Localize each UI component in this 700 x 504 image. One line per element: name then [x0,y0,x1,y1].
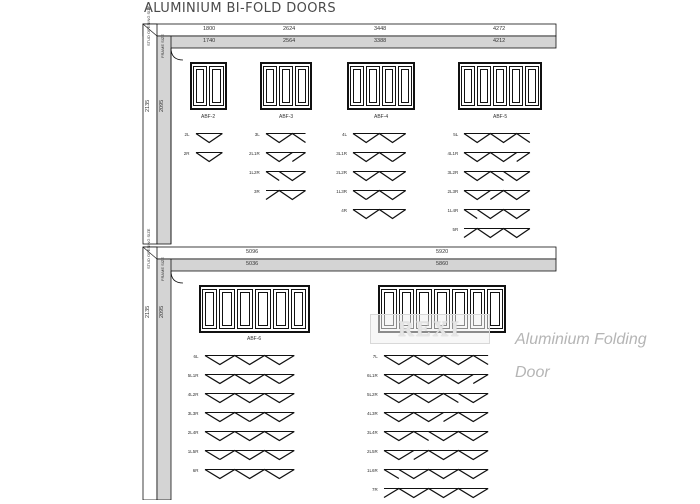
door-panel [509,66,523,106]
stud-height-2: 2135 [145,305,151,318]
fold-diagram [264,188,308,206]
fold-diagram [203,429,296,447]
watermark-line1: Aluminium Folding [515,331,647,348]
stud-width-abf3: 2624 [283,26,296,32]
door-frame-1-4 [458,62,542,110]
config-label: 3L2R [447,170,459,175]
door-glass [385,69,393,103]
config-label: 2L3R [447,189,459,194]
door-glass [512,69,520,103]
fold-diagram [203,391,296,409]
door-panel [366,66,380,106]
fold-diagram [462,207,532,225]
door-frame-1-1 [190,62,227,110]
door-model-label: ABF-3 [279,114,294,120]
config-label: 6R [192,468,199,473]
door-model-label: ABF-5 [493,114,508,120]
fold-diagram [264,169,308,187]
config-label: 3R [253,189,260,194]
door-glass [464,69,472,103]
fold-diagram [264,131,308,149]
stud-height-bar [143,24,157,244]
door-panel [219,289,235,329]
door-glass [276,292,286,326]
fold-diagram [462,226,532,244]
frame-height-2: 2095 [159,305,165,318]
door-panel [525,66,539,106]
door-glass [528,69,536,103]
door-panel [295,66,309,106]
door-glass [212,69,221,103]
frame-width-abf2: 1740 [203,38,216,44]
config-label: 2L2R [336,170,347,175]
door-panel [237,289,253,329]
door-panel [263,66,277,106]
fold-diagram [194,150,224,168]
stud-width-abf2: 1800 [203,26,216,32]
fold-diagram [203,410,296,428]
config-label: 2L4R [187,430,199,435]
door-glass [496,69,504,103]
stud-width-abf5: 4272 [493,26,506,32]
door-model-label: ABF-6 [247,336,262,342]
door-panel [273,289,289,329]
frame-width-abf4: 3388 [374,38,387,44]
stud-width-abf7: 5920 [436,249,449,255]
door-glass [369,69,377,103]
config-label: 3L [254,132,260,137]
door-panel [461,66,475,106]
stud-height-bar-2 [143,247,157,500]
config-label: 2R [183,151,190,156]
fold-diagram [203,372,296,390]
frame-height-bar [157,33,171,244]
fold-diagram [462,150,532,168]
fold-diagram [382,410,490,428]
frame-height: 2095 [159,99,165,112]
fold-diagram [382,486,490,504]
fold-diagram [462,188,532,206]
stud-opening-label-2: STUD OPENING SIZE [146,228,151,269]
fold-diagram [382,448,490,466]
stud-width-abf4: 3448 [374,26,387,32]
fold-diagram [203,448,296,466]
config-label: 1L3R [336,189,347,194]
door-glass [490,292,500,326]
config-label: 1L6R [366,468,378,473]
fold-diagram [351,169,408,187]
config-label: 5L1R [187,373,199,378]
door-model-label: ABF-4 [374,114,389,120]
watermark-line2: Door [515,364,550,381]
config-label: 4L2R [187,392,199,397]
config-label: 4L [341,132,347,137]
config-label: 5R [452,227,459,232]
fold-diagram [203,467,296,485]
watermark-logo: REXI [398,316,462,341]
config-label: 2L5R [366,449,378,454]
stud-width-bar-2 [143,247,556,259]
config-label: 1L5R [187,449,199,454]
fold-diagram [203,353,296,371]
stud-height: 2135 [145,99,151,112]
config-label: 3L4R [366,430,378,435]
config-label: 6L1R [366,373,378,378]
door-panel [382,66,396,106]
fold-diagram [382,353,490,371]
door-panel [477,66,491,106]
door-frame-1-3 [347,62,415,110]
config-label: 5L [453,132,459,137]
door-glass [240,292,250,326]
door-glass [298,69,306,103]
config-label: 7L [372,354,378,359]
door-frame-1-2 [260,62,313,110]
door-glass [266,69,274,103]
door-glass [480,69,488,103]
fold-diagram [351,188,408,206]
frame-width-abf5: 4212 [493,38,506,44]
frame-height-bar-2 [157,256,171,500]
fold-diagram [462,131,532,149]
door-glass [401,69,409,103]
door-glass [196,69,205,103]
door-glass [294,292,304,326]
config-label: 1L2R [248,170,260,175]
door-glass [205,292,215,326]
config-label: 6L [193,354,199,359]
door-panel [350,66,364,106]
fold-diagram [351,131,408,149]
page-title: ALUMINIUM BI-FOLD DOORS [144,1,336,16]
fold-diagram [264,150,308,168]
stud-width-abf6: 5096 [246,249,259,255]
fold-diagram [382,429,490,447]
fold-diagram [351,207,408,225]
door-panel [291,289,307,329]
door-panel [255,289,271,329]
door-glass [282,69,290,103]
fold-diagram [462,169,532,187]
frame-width-bar-2 [157,259,556,271]
door-glass [258,292,268,326]
door-panel [398,66,412,106]
config-label: 2L [184,132,190,137]
frame-width-abf7: 5860 [436,261,449,267]
door-panel [279,66,293,106]
fold-diagram [382,372,490,390]
door-panel [193,66,208,106]
frame-size-label-2: FRAME SIZE [160,256,165,281]
door-glass [353,69,361,103]
fold-diagram [194,131,224,149]
config-label: 5L2R [366,392,378,397]
door-panel [202,289,218,329]
fold-diagram [382,391,490,409]
door-panel [493,66,507,106]
config-label: 3L1R [336,151,347,156]
config-label: 3L3R [187,411,199,416]
stud-opening-label: STUD OPENING SIZE [146,5,151,46]
door-model-label: ABF-2 [201,114,216,120]
config-label: 4R [341,208,347,213]
door-glass [222,292,232,326]
door-frame-2-1 [199,285,310,333]
config-label: 4L1R [447,151,459,156]
config-label: 4L3R [366,411,378,416]
frame-width-abf6: 5036 [246,261,259,267]
config-label: 2L1R [248,151,260,156]
config-label: 7R [371,487,378,492]
config-label: 1L4R [447,208,459,213]
frame-size-label: FRAME SIZE [160,33,165,58]
frame-width-abf3: 2564 [283,38,296,44]
door-panel [209,66,224,106]
fold-diagram [382,467,490,485]
fold-diagram [351,150,408,168]
